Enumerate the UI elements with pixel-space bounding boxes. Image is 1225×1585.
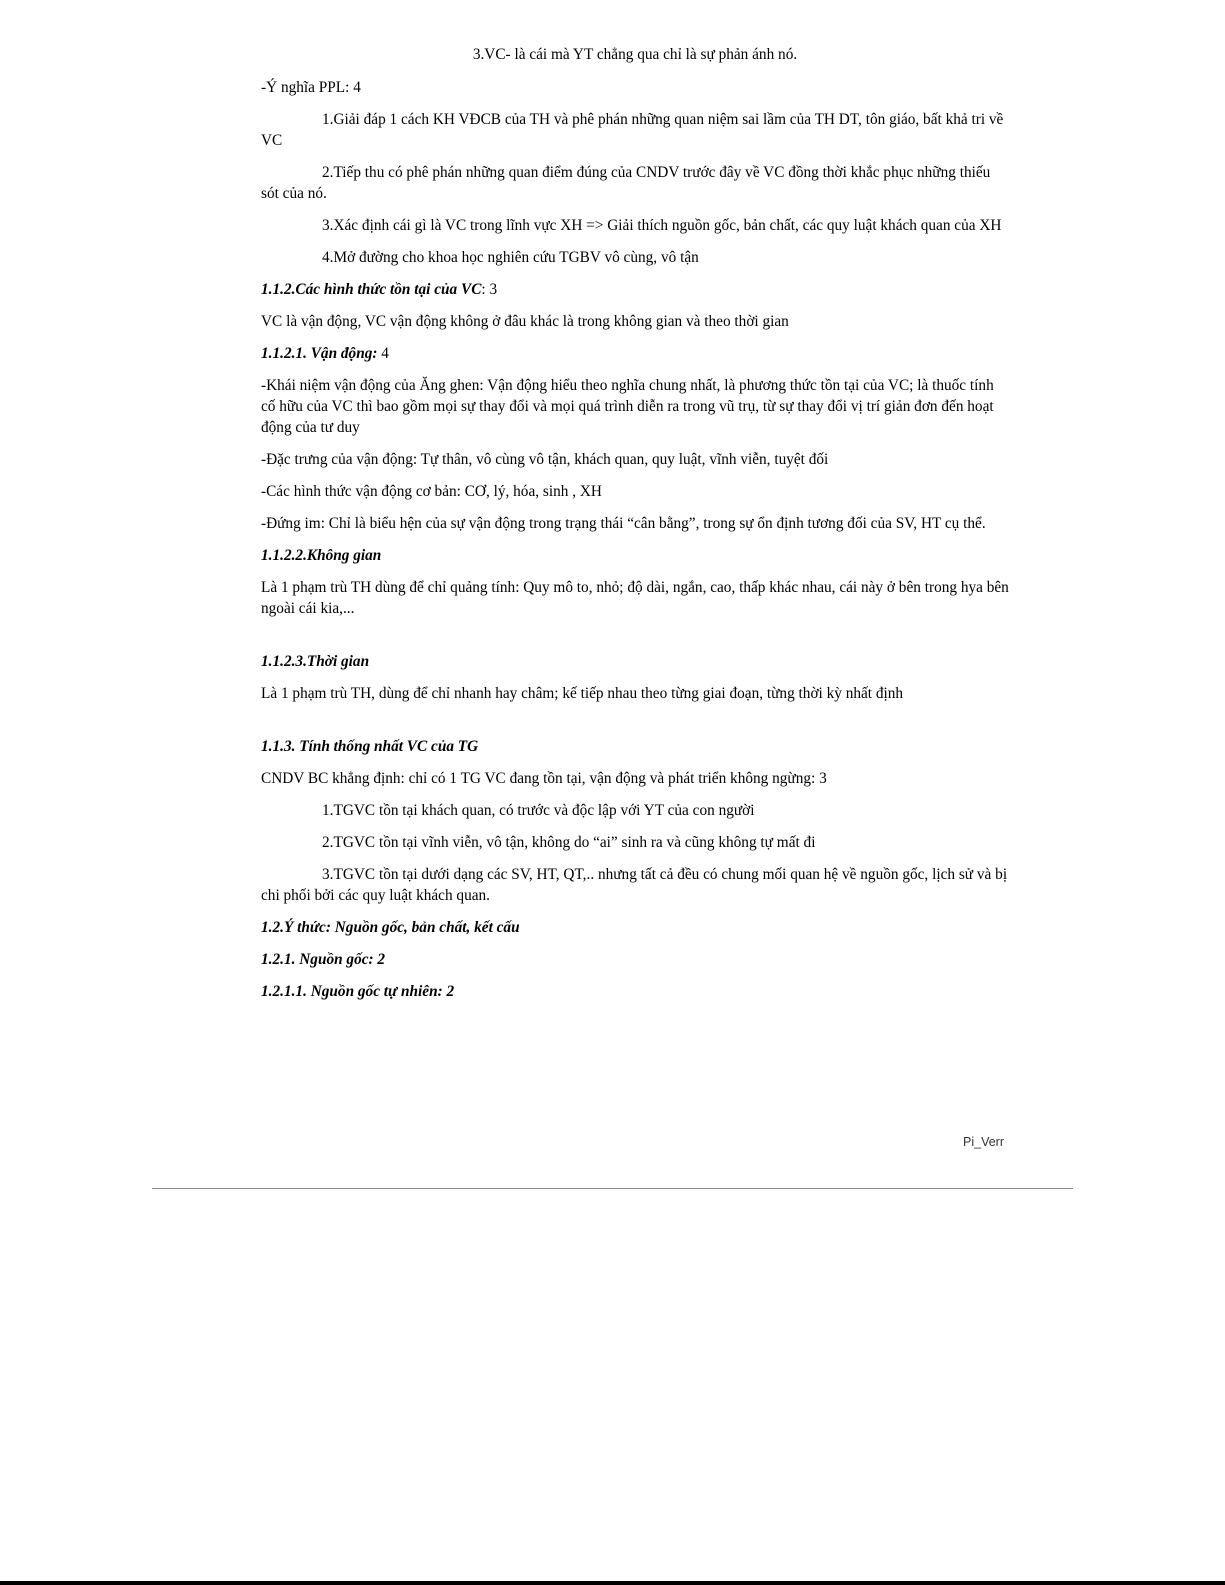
heading-consciousness: 1.2.Ý thức: Nguồn gốc, bản chất, kết cấu	[261, 919, 520, 936]
list-item-unity-2: 2.TGVC tồn tại vĩnh viễn, vô tận, không do “ai” sinh ra và cũng không tự mất đi	[322, 834, 816, 851]
paragraph-space: Là 1 phạm trù TH dùng để chỉ quảng tính: Quy mô to, nhỏ; độ dài, ngắn, cao, thấp khác nhau, cái này ở bên trong hya bên ngoài cái kia,...	[261, 579, 1009, 617]
heading-world-unity: 1.1.3. Tính thống nhất VC của TG	[261, 738, 479, 755]
list-item-meaning-3: 3.Xác định cái gì là VC trong lĩnh vực XH => Giải thích nguồn gốc, bản chất, các quy luật khách quan của XH	[322, 217, 1002, 234]
bottom-edge-bar	[0, 1581, 1225, 1585]
paragraph-methodology-meaning: -Ý nghĩa PPL: 4	[261, 79, 361, 96]
heading-forms-of-existence-count: : 3	[481, 281, 498, 298]
heading-space: 1.1.2.2.Không gian	[261, 547, 382, 564]
page-footer-tag: Pi_Verr	[963, 1135, 1004, 1149]
paragraph-stillness: -Đứng im: Chỉ là biểu hện của sự vận động trong trạng thái “cân bằng”, trong sự ổn định tương đối của SV, HT cụ thể.	[261, 515, 986, 532]
page-divider	[152, 1188, 1073, 1189]
document-page-content	[261, 44, 1009, 1013]
paragraph-world-unity: CNDV BC khẳng định: chỉ có 1 TG VC đang tồn tại, vận động và phát triển không ngừng: 3	[261, 770, 827, 787]
list-item-meaning-2: 2.Tiếp thu có phê phán những quan điểm đúng của CNDV trước đây về VC đồng thời khắc phục những thiếu sót của nó.	[261, 164, 991, 202]
list-item-meaning-1: 1.Giải đáp 1 cách KH VĐCB của TH và phê phán những quan niệm sai lầm của TH DT, tôn giáo, bất khả tri về VC	[261, 111, 1004, 149]
heading-motion	[261, 343, 1009, 364]
paragraph-time: Là 1 phạm trù TH, dùng để chỉ nhanh hay châm; kế tiếp nhau theo từng giai đoạn, từng thời kỳ nhất định	[261, 685, 904, 702]
heading-natural-origin: 1.2.1.1. Nguồn gốc tự nhiên: 2	[261, 983, 455, 1000]
heading-origin: 1.2.1. Nguồn gốc: 2	[261, 951, 386, 968]
heading-motion-title: 1.1.2.1. Vận động:	[261, 345, 378, 362]
paragraph-motion-characteristics: -Đặc trưng của vận động: Tự thân, vô cùng vô tận, khách quan, quy luật, vĩnh viễn, tuyệt đối	[261, 451, 829, 468]
heading-forms-of-existence-title: 1.1.2.Các hình thức tồn tại của VC	[261, 281, 482, 298]
paragraph-motion-forms: -Các hình thức vận động cơ bản: CƠ, lý, hóa, sinh , XH	[261, 483, 602, 500]
heading-forms-of-existence	[261, 279, 1009, 300]
list-item-unity-1: 1.TGVC tồn tại khách quan, có trước và độc lập với YT của con người	[322, 802, 755, 819]
paragraph-vc-definition-3: 3.VC- là cái mà YT chẳng qua chỉ là sự phản ánh nó.	[472, 46, 798, 63]
heading-time: 1.1.2.3.Thời gian	[261, 653, 370, 670]
paragraph-motion-concept: -Khái niệm vận động của Ăng ghen: Vận động hiểu theo nghĩa chung nhất, là phương thức tồn tại của VC; là thuốc tính cố hữu của VC thì bao gồm mọi sự thay đổi và mọi quá trình diễn ra trong vũ trụ, từ sự thay đổi vị trí giản đơn đến hoạt động của tư duy	[261, 377, 994, 436]
paragraph-vc-is-motion: VC là vận động, VC vận động không ở đâu khác là trong không gian và theo thời gian	[261, 313, 789, 330]
list-item-unity-3: 3.TGVC tồn tại dưới dạng các SV, HT, QT,.. nhưng tất cả đều có chung mối quan hệ về nguồn gốc, lịch sử và bị chi phối bởi các quy luật khách quan.	[261, 866, 1008, 904]
list-item-meaning-4: 4.Mở đường cho khoa học nghiên cứu TGBV vô cùng, vô tận	[322, 249, 699, 266]
heading-motion-count: 4	[377, 345, 389, 362]
